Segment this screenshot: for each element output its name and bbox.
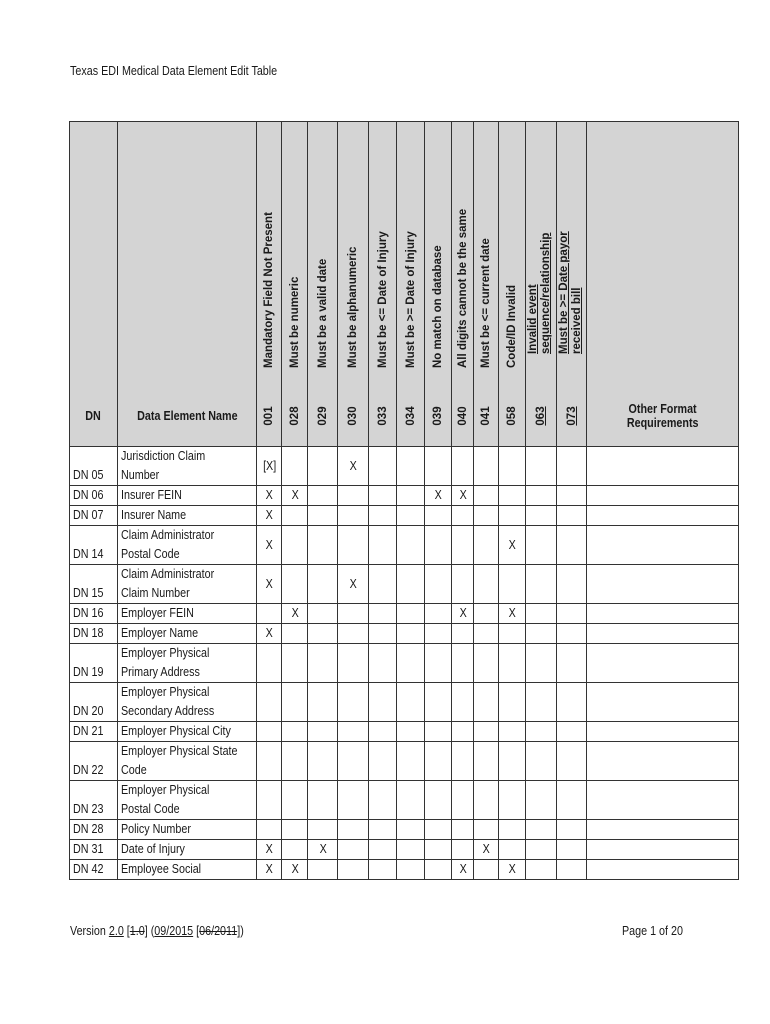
column-header-040 [452, 122, 474, 387]
cell-other-format [587, 644, 739, 683]
cell-edit-034 [397, 526, 425, 565]
cell-edit-034 [397, 604, 425, 624]
cell-other-format [587, 604, 739, 624]
table-header [70, 122, 739, 447]
table-row [70, 624, 739, 644]
cell-edit-033 [369, 565, 397, 604]
cell-edit-028: X [282, 860, 308, 880]
cell-edit-039 [425, 624, 452, 644]
cell-element-name: Claim Administrator Postal Code [118, 526, 257, 565]
cell-edit-028 [282, 820, 308, 840]
cell-edit-028 [282, 683, 308, 722]
cell-edit-039 [425, 565, 452, 604]
cell-dn: DN 14 [70, 526, 118, 565]
cell-dn: DN 15 [70, 565, 118, 604]
cell-edit-030 [338, 683, 369, 722]
cell-other-format [587, 722, 739, 742]
cell-dn: DN 28 [70, 820, 118, 840]
cell-edit-030: X [338, 565, 369, 604]
cell-edit-063 [526, 447, 557, 486]
cell-edit-041 [474, 781, 499, 820]
cell-element-name: Insurer FEIN [118, 486, 257, 506]
column-header-058 [499, 122, 526, 387]
cell-edit-030 [338, 722, 369, 742]
cell-edit-001: X [257, 526, 282, 565]
header-other-format: Other Format Requirements [587, 386, 739, 447]
cell-other-format [587, 447, 739, 486]
cell-edit-028: X [282, 486, 308, 506]
cell-edit-001 [257, 722, 282, 742]
cell-edit-063 [526, 644, 557, 683]
cell-edit-030 [338, 604, 369, 624]
column-header-001 [257, 122, 282, 387]
column-header-034 [397, 122, 425, 387]
cell-edit-028 [282, 447, 308, 486]
cell-edit-073 [557, 860, 587, 880]
cell-edit-041 [474, 644, 499, 683]
cell-edit-028 [282, 742, 308, 781]
cell-edit-058 [499, 447, 526, 486]
cell-element-name: Policy Number [118, 820, 257, 840]
cell-edit-058 [499, 506, 526, 526]
cell-edit-028 [282, 644, 308, 683]
cell-edit-063 [526, 840, 557, 860]
column-desc: Mandatory Field Not Present [263, 212, 276, 368]
cell-edit-030 [338, 742, 369, 781]
cell-edit-028 [282, 722, 308, 742]
cell-edit-040 [452, 742, 474, 781]
document-title: Texas EDI Medical Data Element Edit Table [70, 64, 278, 78]
cell-edit-040 [452, 820, 474, 840]
table-row [70, 526, 739, 565]
column-code-063: 063 [526, 386, 557, 447]
table-row [70, 860, 739, 880]
cell-edit-063 [526, 604, 557, 624]
column-code-030: 030 [338, 386, 369, 447]
column-code-028: 028 [282, 386, 308, 447]
cell-edit-029: X [308, 840, 338, 860]
cell-edit-033 [369, 526, 397, 565]
cell-edit-063 [526, 526, 557, 565]
column-code-034: 034 [397, 386, 425, 447]
cell-element-name: Insurer Name [118, 506, 257, 526]
cell-dn: DN 22 [70, 742, 118, 781]
cell-other-format [587, 683, 739, 722]
table-row [70, 447, 739, 486]
cell-edit-030 [338, 860, 369, 880]
cell-edit-001: X [257, 565, 282, 604]
cell-edit-001 [257, 820, 282, 840]
table-row [70, 506, 739, 526]
column-header-041 [474, 122, 499, 387]
cell-edit-033 [369, 781, 397, 820]
cell-edit-040: X [452, 604, 474, 624]
cell-edit-033 [369, 624, 397, 644]
cell-dn: DN 21 [70, 722, 118, 742]
cell-edit-029 [308, 447, 338, 486]
cell-edit-028 [282, 506, 308, 526]
cell-element-name: Employer Physical City [118, 722, 257, 742]
header-blank-other [587, 122, 739, 387]
cell-edit-001: X [257, 860, 282, 880]
cell-edit-073 [557, 781, 587, 820]
cell-edit-040 [452, 526, 474, 565]
cell-edit-063 [526, 506, 557, 526]
cell-edit-040 [452, 781, 474, 820]
cell-edit-034 [397, 683, 425, 722]
cell-edit-030: X [338, 447, 369, 486]
cell-edit-029 [308, 860, 338, 880]
cell-edit-041 [474, 722, 499, 742]
column-desc: Invalid event sequence/relationship [527, 232, 553, 354]
header-dn: DN [70, 386, 118, 447]
cell-dn: DN 06 [70, 486, 118, 506]
cell-edit-058 [499, 486, 526, 506]
cell-edit-040 [452, 644, 474, 683]
cell-edit-001: [X] [257, 447, 282, 486]
table-row [70, 683, 739, 722]
cell-other-format [587, 840, 739, 860]
cell-edit-034 [397, 506, 425, 526]
column-header-033 [369, 122, 397, 387]
cell-edit-040 [452, 565, 474, 604]
cell-edit-063 [526, 624, 557, 644]
column-header-030 [338, 122, 369, 387]
cell-edit-030 [338, 624, 369, 644]
cell-edit-040: X [452, 860, 474, 880]
cell-edit-029 [308, 683, 338, 722]
cell-edit-029 [308, 781, 338, 820]
cell-edit-033 [369, 486, 397, 506]
cell-edit-028 [282, 840, 308, 860]
cell-element-name: Jurisdiction Claim Number [118, 447, 257, 486]
cell-other-format [587, 526, 739, 565]
table-row [70, 742, 739, 781]
cell-edit-033 [369, 820, 397, 840]
column-desc: Must be >= Date payor received bill [557, 231, 583, 354]
cell-element-name: Employer Physical Postal Code [118, 781, 257, 820]
cell-edit-030 [338, 840, 369, 860]
cell-edit-063 [526, 860, 557, 880]
cell-edit-033 [369, 506, 397, 526]
cell-edit-033 [369, 447, 397, 486]
cell-edit-034 [397, 486, 425, 506]
cell-edit-030 [338, 486, 369, 506]
cell-edit-040 [452, 447, 474, 486]
column-code-041: 041 [474, 386, 499, 447]
cell-other-format [587, 860, 739, 880]
cell-element-name: Employer FEIN [118, 604, 257, 624]
table-row [70, 486, 739, 506]
cell-edit-029 [308, 486, 338, 506]
cell-edit-034 [397, 742, 425, 781]
cell-edit-058 [499, 840, 526, 860]
cell-edit-073 [557, 506, 587, 526]
cell-edit-058 [499, 820, 526, 840]
table-row [70, 644, 739, 683]
cell-edit-073 [557, 683, 587, 722]
cell-edit-039 [425, 506, 452, 526]
cell-edit-029 [308, 565, 338, 604]
date-old: 06/2011 [199, 924, 238, 938]
cell-edit-039 [425, 742, 452, 781]
cell-element-name: Date of Injury [118, 840, 257, 860]
cell-edit-033 [369, 840, 397, 860]
cell-edit-041 [474, 447, 499, 486]
column-header-063 [526, 122, 557, 387]
cell-edit-063 [526, 565, 557, 604]
cell-edit-001 [257, 781, 282, 820]
table-row [70, 781, 739, 820]
cell-edit-034 [397, 781, 425, 820]
cell-edit-041: X [474, 840, 499, 860]
cell-edit-029 [308, 526, 338, 565]
edit-table-container [69, 121, 739, 880]
cell-edit-029 [308, 604, 338, 624]
cell-edit-033 [369, 860, 397, 880]
column-desc: Must be alphanumeric [347, 246, 360, 368]
cell-edit-040 [452, 683, 474, 722]
cell-edit-039 [425, 447, 452, 486]
cell-dn: DN 31 [70, 840, 118, 860]
cell-element-name: Employee Social [118, 860, 257, 880]
cell-other-format [587, 781, 739, 820]
column-code-040: 040 [452, 386, 474, 447]
cell-edit-001: X [257, 486, 282, 506]
cell-edit-030 [338, 820, 369, 840]
cell-edit-033 [369, 604, 397, 624]
column-code-029: 029 [308, 386, 338, 447]
cell-edit-040 [452, 506, 474, 526]
table-row [70, 722, 739, 742]
cell-edit-001 [257, 683, 282, 722]
cell-edit-073 [557, 447, 587, 486]
column-code-039: 039 [425, 386, 452, 447]
cell-edit-073 [557, 486, 587, 506]
cell-dn: DN 16 [70, 604, 118, 624]
cell-element-name: Employer Physical State Code [118, 742, 257, 781]
cell-edit-040 [452, 624, 474, 644]
cell-other-format [587, 486, 739, 506]
column-header-028 [282, 122, 308, 387]
cell-edit-034 [397, 565, 425, 604]
version-new: 2.0 [108, 924, 124, 938]
cell-edit-034 [397, 624, 425, 644]
cell-edit-063 [526, 781, 557, 820]
column-code-033: 033 [369, 386, 397, 447]
cell-edit-028 [282, 565, 308, 604]
cell-edit-041 [474, 860, 499, 880]
table-row [70, 604, 739, 624]
cell-edit-073 [557, 644, 587, 683]
cell-edit-039 [425, 722, 452, 742]
cell-edit-001: X [257, 506, 282, 526]
cell-edit-063 [526, 820, 557, 840]
cell-edit-073 [557, 722, 587, 742]
cell-edit-030 [338, 644, 369, 683]
cell-dn: DN 18 [70, 624, 118, 644]
cell-edit-063 [526, 486, 557, 506]
header-blank-dn [70, 122, 118, 387]
cell-edit-030 [338, 781, 369, 820]
cell-edit-028 [282, 624, 308, 644]
cell-edit-058 [499, 644, 526, 683]
column-header-073 [557, 122, 587, 387]
cell-edit-058: X [499, 604, 526, 624]
cell-edit-034 [397, 722, 425, 742]
cell-edit-039 [425, 526, 452, 565]
cell-edit-029 [308, 624, 338, 644]
cell-edit-041 [474, 683, 499, 722]
column-desc: No match on database [432, 245, 445, 368]
table-row [70, 840, 739, 860]
cell-element-name: Employer Name [118, 624, 257, 644]
cell-edit-058: X [499, 526, 526, 565]
cell-edit-028 [282, 526, 308, 565]
cell-edit-058 [499, 722, 526, 742]
header-blank-name [118, 122, 257, 387]
cell-edit-039: X [425, 486, 452, 506]
table-body [70, 447, 739, 880]
table-row [70, 565, 739, 604]
table-row [70, 820, 739, 840]
version-footer: Version 2.0 [1.0] (09/2015 [06/2011]) [70, 924, 244, 938]
cell-edit-028: X [282, 604, 308, 624]
cell-edit-029 [308, 820, 338, 840]
cell-edit-041 [474, 624, 499, 644]
column-desc: All digits cannot be the same [456, 208, 469, 368]
header-data-element-name: Data Element Name [118, 386, 257, 447]
cell-edit-001 [257, 604, 282, 624]
column-header-029 [308, 122, 338, 387]
cell-edit-001: X [257, 624, 282, 644]
cell-edit-039 [425, 820, 452, 840]
cell-edit-034 [397, 447, 425, 486]
cell-edit-041 [474, 820, 499, 840]
cell-edit-029 [308, 722, 338, 742]
cell-edit-039 [425, 860, 452, 880]
column-code-073: 073 [557, 386, 587, 447]
cell-edit-039 [425, 683, 452, 722]
cell-edit-041 [474, 526, 499, 565]
cell-dn: DN 23 [70, 781, 118, 820]
cell-element-name: Claim Administrator Claim Number [118, 565, 257, 604]
cell-edit-073 [557, 604, 587, 624]
cell-edit-040 [452, 840, 474, 860]
cell-edit-073 [557, 565, 587, 604]
cell-edit-058 [499, 781, 526, 820]
cell-edit-029 [308, 644, 338, 683]
cell-other-format [587, 506, 739, 526]
cell-other-format [587, 742, 739, 781]
column-desc: Must be numeric [288, 276, 301, 368]
cell-edit-041 [474, 604, 499, 624]
cell-edit-058 [499, 565, 526, 604]
column-desc: Must be <= Date of Injury [376, 231, 389, 368]
column-desc: Must be a valid date [316, 258, 329, 368]
cell-edit-039 [425, 644, 452, 683]
cell-edit-039 [425, 604, 452, 624]
cell-edit-028 [282, 781, 308, 820]
cell-edit-033 [369, 644, 397, 683]
cell-edit-041 [474, 742, 499, 781]
cell-edit-041 [474, 486, 499, 506]
cell-element-name: Employer Physical Secondary Address [118, 683, 257, 722]
cell-dn: DN 05 [70, 447, 118, 486]
cell-edit-034 [397, 644, 425, 683]
version-old: 1.0 [129, 924, 145, 938]
cell-dn: DN 42 [70, 860, 118, 880]
cell-edit-063 [526, 742, 557, 781]
cell-edit-073 [557, 526, 587, 565]
cell-edit-058 [499, 624, 526, 644]
cell-edit-058 [499, 742, 526, 781]
cell-edit-039 [425, 781, 452, 820]
column-code-058: 058 [499, 386, 526, 447]
cell-edit-033 [369, 683, 397, 722]
column-code-001: 001 [257, 386, 282, 447]
cell-edit-073 [557, 840, 587, 860]
cell-edit-029 [308, 742, 338, 781]
edit-table [69, 121, 739, 880]
cell-dn: DN 07 [70, 506, 118, 526]
cell-edit-073 [557, 742, 587, 781]
cell-edit-073 [557, 624, 587, 644]
column-desc: Code/ID Invalid [506, 284, 519, 368]
cell-edit-030 [338, 526, 369, 565]
cell-edit-063 [526, 722, 557, 742]
cell-edit-034 [397, 860, 425, 880]
cell-other-format [587, 624, 739, 644]
cell-element-name: Employer Physical Primary Address [118, 644, 257, 683]
cell-edit-040: X [452, 486, 474, 506]
cell-other-format [587, 820, 739, 840]
cell-edit-029 [308, 506, 338, 526]
cell-edit-001 [257, 644, 282, 683]
cell-other-format [587, 565, 739, 604]
page-number: Page 1 of 20 [622, 924, 683, 938]
cell-edit-030 [338, 506, 369, 526]
cell-edit-033 [369, 722, 397, 742]
cell-edit-063 [526, 683, 557, 722]
cell-edit-041 [474, 565, 499, 604]
column-desc: Must be <= current date [480, 238, 493, 368]
column-header-039 [425, 122, 452, 387]
date-new: 09/2015 [154, 924, 194, 938]
column-desc: Must be >= Date of Injury [404, 231, 417, 368]
cell-edit-033 [369, 742, 397, 781]
cell-edit-034 [397, 820, 425, 840]
cell-edit-034 [397, 840, 425, 860]
cell-dn: DN 20 [70, 683, 118, 722]
cell-edit-001: X [257, 840, 282, 860]
cell-edit-039 [425, 840, 452, 860]
cell-edit-041 [474, 506, 499, 526]
cell-edit-058 [499, 683, 526, 722]
cell-edit-058: X [499, 860, 526, 880]
cell-edit-001 [257, 742, 282, 781]
cell-dn: DN 19 [70, 644, 118, 683]
cell-edit-073 [557, 820, 587, 840]
cell-edit-040 [452, 722, 474, 742]
